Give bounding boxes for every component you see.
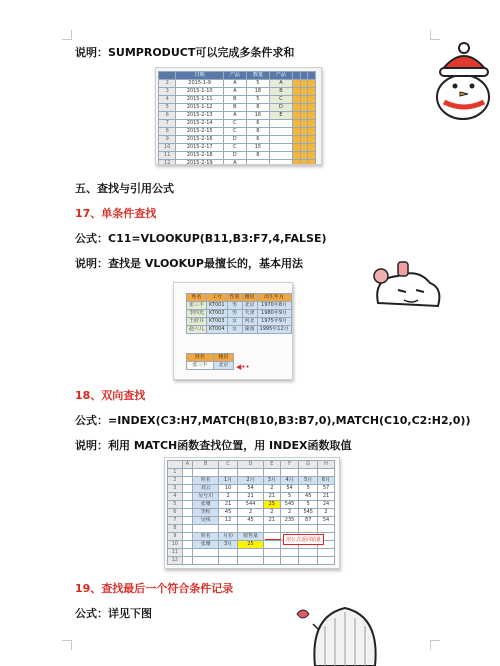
sumproduct-table: [158, 71, 316, 165]
table-row: 10 2015-2-17 C 15: [159, 144, 316, 152]
note-sumproduct: 说明：SUMPRODUCT可以完成多条件求和: [75, 46, 295, 59]
table-row: 9 2015-2-16 D 6: [159, 136, 316, 144]
corner-mark-top-left: [62, 30, 72, 40]
table-row: 12 2015-2-19 A: [159, 160, 316, 166]
table-row: 4 2015-1-11 B 5 C: [159, 96, 316, 104]
snowman-sticker-icon: [430, 42, 500, 122]
striped-cartoon-sticker-icon: [295, 596, 395, 666]
column-letter-row: A B C D E F G H: [168, 461, 335, 469]
spreadsheet-screenshot-index-match: [164, 457, 340, 569]
formula-19: 公式：详见下图: [75, 607, 152, 620]
formula-18: 公式：=INDEX(C3:H7,MATCH(B10,B3:B7,0),MATCH(C10,C2:H2,0)): [75, 414, 471, 427]
heading-18: 18、双向查找: [75, 389, 146, 402]
table-header-row: 姓名 工号 性别 籍贯 出生年月: [187, 294, 292, 302]
index-match-table: [167, 460, 335, 565]
annotation-box: 用公式返回销量: [283, 534, 324, 545]
table-row: 9 姓名 月份 销售量: [168, 533, 335, 541]
table-row: 12: [168, 557, 335, 565]
corner-mark-top-right: [430, 30, 440, 40]
table-row: 王府井 KT003 女 河北 1975年9月: [187, 318, 292, 326]
heading-19: 19、查找最后一个符合条件记录: [75, 582, 234, 595]
note-18: 说明：利用 MATCH函数查找位置，用 INDEX函数取值: [75, 439, 352, 452]
table-row: 11: [168, 549, 335, 557]
table-row: 4 吴号川 2 21 21 5 45 21: [168, 493, 335, 501]
annotation-arrow-icon: [265, 539, 281, 540]
table-header-row: 姓名 籍贯: [187, 354, 234, 362]
table-row: 赵六儿 KT004 女 湖南 1995年12月: [187, 326, 292, 334]
table-row: 11 2015-2-18 D 8: [159, 152, 316, 160]
spreadsheet-screenshot-vlookup: [173, 282, 293, 380]
table-row: 3 2015-1-10 A 18 B: [159, 88, 316, 96]
vlookup-result-table: [186, 353, 234, 370]
table-row: 5 张珊 21 544 25 545 5 24: [168, 501, 335, 509]
table-row: 1: [168, 469, 335, 477]
table-row: 7 吴线 12 45 21 235 87 54: [168, 517, 335, 525]
pointer-arrow-icon: ◀••: [236, 363, 250, 371]
table-row: 张三丰 北京: [187, 362, 234, 370]
note-17: 说明：查找是 VLOOKUP最擅长的，基本用法: [75, 257, 303, 270]
table-row: 2 2015-1-9 A 5 A: [159, 80, 316, 88]
section-five-heading: 五、查找与引用公式: [75, 182, 174, 195]
vlookup-table: [186, 293, 292, 334]
corner-mark-bottom-left: [62, 640, 72, 650]
table-row: 8 2015-2-15 C 8: [159, 128, 316, 136]
cartoon-sticker-icon: [368, 258, 448, 318]
table-row: 6 李程 45 2 2 2 545 2: [168, 509, 335, 517]
spreadsheet-screenshot-sumproduct: [155, 67, 322, 165]
table-header-row: 日期 产品 数量 产品: [159, 72, 316, 80]
formula-17: 公式：C11=VLOOKUP(B11,B3:F7,4,FALSE): [75, 232, 327, 245]
heading-17: 17、单条件查找: [75, 207, 157, 220]
table-row: 2 姓名 1月 2月 3月 4月 5月 6月: [168, 477, 335, 485]
table-row: 6 2015-2-13 A 16 E: [159, 112, 316, 120]
table-row: 李四光 KT002 男 天津 1980年9月: [187, 310, 292, 318]
table-row: 3 刘云 10 54 2 54 5 57: [168, 485, 335, 493]
table-row: 10 张珊 3月 25: [168, 541, 335, 549]
corner-mark-bottom-right: [430, 640, 440, 650]
table-row: 张三丰 KT001 男 北京 1970年8月: [187, 302, 292, 310]
table-row: 5 2015-1-12 B 8 D: [159, 104, 316, 112]
table-row: 7 2015-2-14 C 6: [159, 120, 316, 128]
table-row: 8: [168, 525, 335, 533]
